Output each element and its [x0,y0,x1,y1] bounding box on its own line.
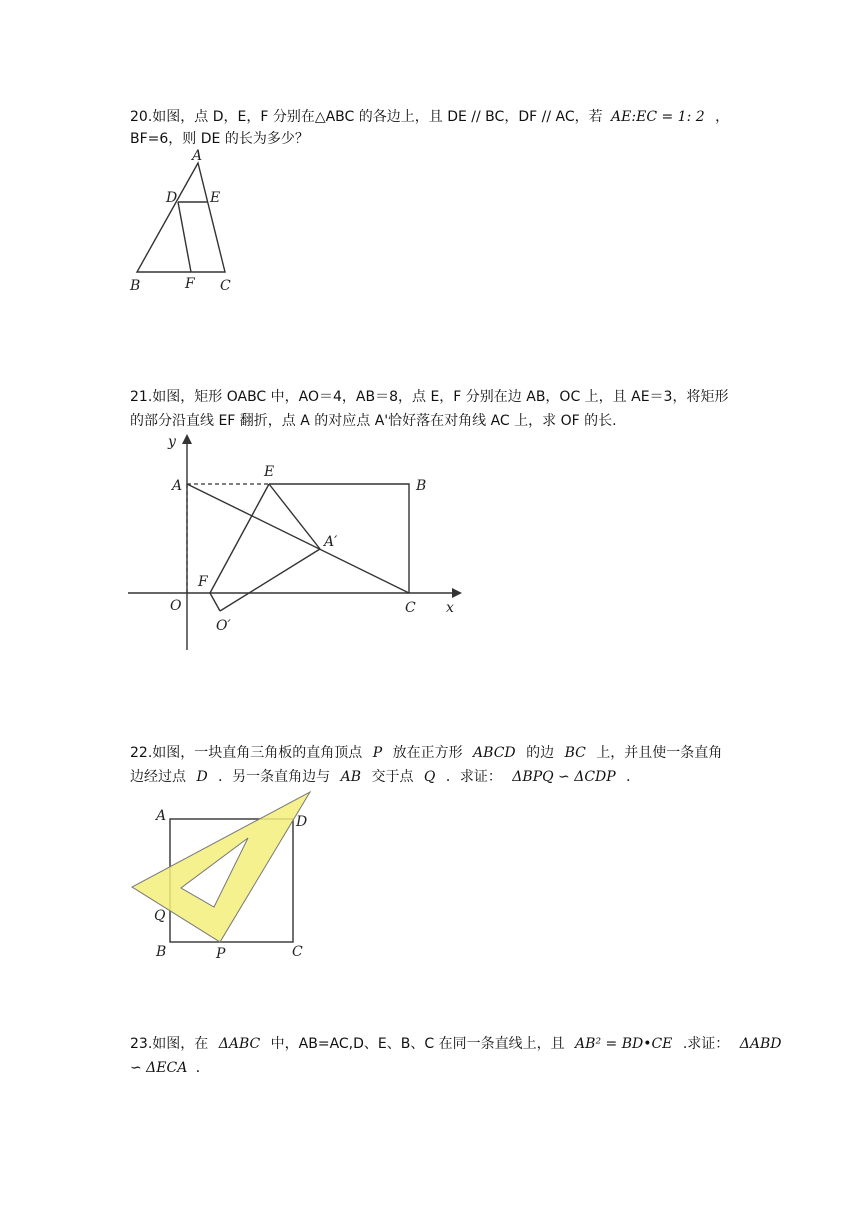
label-c: C [292,944,303,960]
label-d: D [166,190,178,206]
problem-22-math-abcd: ABCD [473,745,516,761]
label-p: P [216,946,226,962]
label-b: B [130,278,141,294]
label-d: D [296,814,308,830]
label-c: C [220,278,231,294]
problem-22-math-p: P [372,745,383,761]
problem-22-text-a: 22.如图，一块直角三角板的直角顶点 [130,745,363,761]
problem-22-text-h: ．求证： [445,769,502,785]
problem-22-math-q: Q [423,769,436,785]
problem-22-figure [130,788,330,968]
segment-df [178,202,191,272]
problem-22-text-f: ．另一条直角边与 [218,769,331,785]
problem-21-line-1: 21.如图，矩形 OABC 中，AO＝4，AB＝8，点 E，F 分别在边 AB，OC 上，且 AE＝3，将矩形 [130,389,729,405]
label-o-prime: O′ [216,618,231,634]
label-b: B [156,944,167,960]
problem-20-line-2: BF=6，则 DE 的长为多少？ [130,131,309,147]
problem-22-text-g: 交于点 [371,769,414,785]
label-a: A [156,808,167,824]
label-f: F [198,574,208,590]
problem-22-text-i: ． [626,769,641,785]
label-c: C [405,600,416,616]
label-y: y [168,434,176,450]
problem-23-text-a: 23.如图，在 [130,1036,209,1052]
problem-23-text-c: .求证： [682,1036,730,1052]
problem-21-line-2: 的部分沿直线 EF 翻折，点 A 的对应点 A'恰好落在对角线 AC 上，求 OF 的长. [130,413,617,429]
label-a-prime: A′ [324,534,338,550]
problem-20-line-1 [130,106,730,128]
problem-23-text-d: ． [195,1060,210,1076]
problem-23-line-2 [130,1057,730,1079]
segment-a1o1 [220,549,320,611]
problem-22-line-1 [130,742,730,764]
problem-21-figure [128,430,468,660]
problem-20-figure [120,148,240,298]
label-b: B [416,478,427,494]
label-x: x [446,600,454,616]
segment-ea1 [269,484,320,549]
label-e: E [264,464,275,480]
problem-20-ratio: AE:EC = 1: 2 [611,109,705,125]
label-f: F [185,276,195,292]
problem-23-math-eq: AB² = BD•CE [575,1036,673,1052]
problem-23-line-1 [130,1033,782,1055]
problem-20-text-1: 20.如图，点 D，E，F 分别在△ABC 的各边上，且 DE // BC，DF // AC，若 [130,109,603,125]
problem-20-comma: ， [715,109,730,125]
label-q: Q [154,908,166,924]
problem-23-math-abc: ΔABC [218,1036,261,1052]
rectangle-eb-bc [269,484,409,593]
segment-fo1 [210,593,220,611]
problem-22-math-ab: AB [340,769,361,785]
x-axis-arrow [452,588,462,598]
problem-23-math-abd: ΔABD [739,1036,782,1052]
label-e: E [210,190,221,206]
problem-23-math-eca: ∽ ΔECA [130,1060,188,1076]
label-o: O [170,598,182,614]
problem-22-math-bc: BC [564,745,586,761]
problem-22-line-2 [130,766,730,788]
y-axis-arrow [182,434,192,444]
problem-22-text-d: 上，并且使一条直角 [596,745,723,761]
problem-22-text-c: 的边 [526,745,555,761]
problem-22-math-similar: ΔBPQ ∽ ΔCDP [512,769,616,785]
problem-23-text-b: 中，AB=AC,D、E、B、C 在同一条直线上，且 [270,1036,565,1052]
problem-22-text-e: 边经过点 [130,769,186,785]
problem-22-math-d: D [196,769,208,785]
label-a: A [172,478,183,494]
label-a: A [192,148,203,164]
diagonal-ac [187,484,409,593]
problem-22-text-b: 放在正方形 [392,745,463,761]
